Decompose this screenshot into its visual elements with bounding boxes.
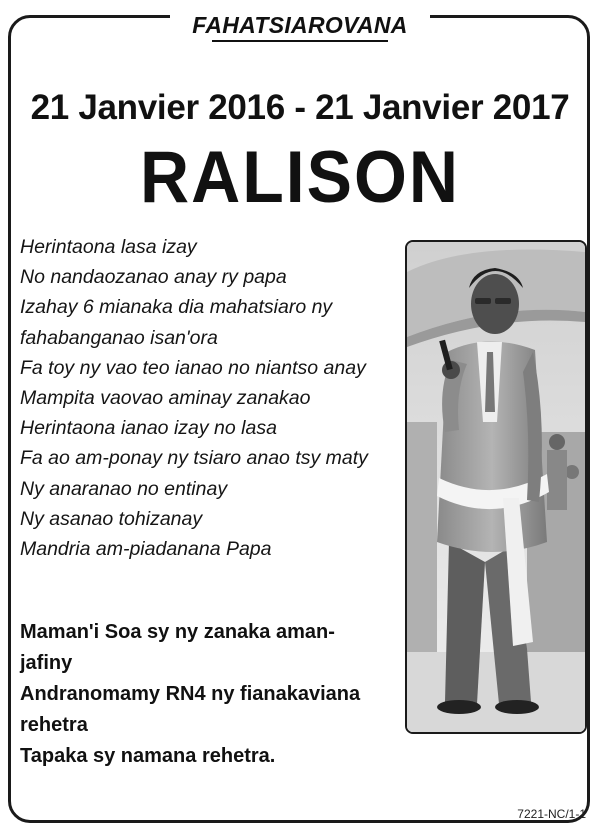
portrait-photo xyxy=(405,240,587,734)
memorial-date-range: 21 Janvier 2016 - 21 Janvier 2017 xyxy=(30,88,570,127)
poem-line: Fa ao am-ponay ny tsiaro anao tsy maty xyxy=(20,447,368,470)
family-line: Tapaka sy namana rehetra. xyxy=(20,745,276,767)
portrait-illustration xyxy=(407,242,585,732)
poem-line: Mampita vaovao aminay zanakao xyxy=(20,387,311,410)
poem-line: Mandria am-piadanana Papa xyxy=(20,538,272,561)
family-line: Maman'i Soa sy ny zanaka aman- xyxy=(20,621,335,643)
notice-heading: FAHATSIAROVANA xyxy=(192,12,408,38)
family-line: rehetra xyxy=(20,714,88,736)
poem-line: Izahay 6 mianaka dia mahatsiaro ny xyxy=(20,296,333,319)
poem-line: Fa toy ny vao teo ianao no niantso anay xyxy=(20,356,366,379)
deceased-name: RALISON xyxy=(140,135,460,219)
heading-underline xyxy=(212,40,388,42)
memorial-poem xyxy=(20,232,400,564)
header-banner xyxy=(170,2,430,42)
poem-line: No nandaozanao anay ry papa xyxy=(20,266,287,289)
poem-line: Ny anaranao no entinay xyxy=(20,477,228,500)
poem-line: Ny asanao tohizanay xyxy=(20,507,203,530)
reference-code: 7221-NC/1-1 xyxy=(517,807,586,821)
poem-line: Herintaona lasa izay xyxy=(20,236,197,258)
family-signature xyxy=(20,617,405,772)
poem-line: Herintaona ianao izay no lasa xyxy=(20,417,277,440)
poem-line: fahabanganao isan'ora xyxy=(20,326,218,349)
family-line: jafiny xyxy=(20,652,73,674)
family-line: Andranomamy RN4 ny fianakaviana xyxy=(20,683,361,705)
